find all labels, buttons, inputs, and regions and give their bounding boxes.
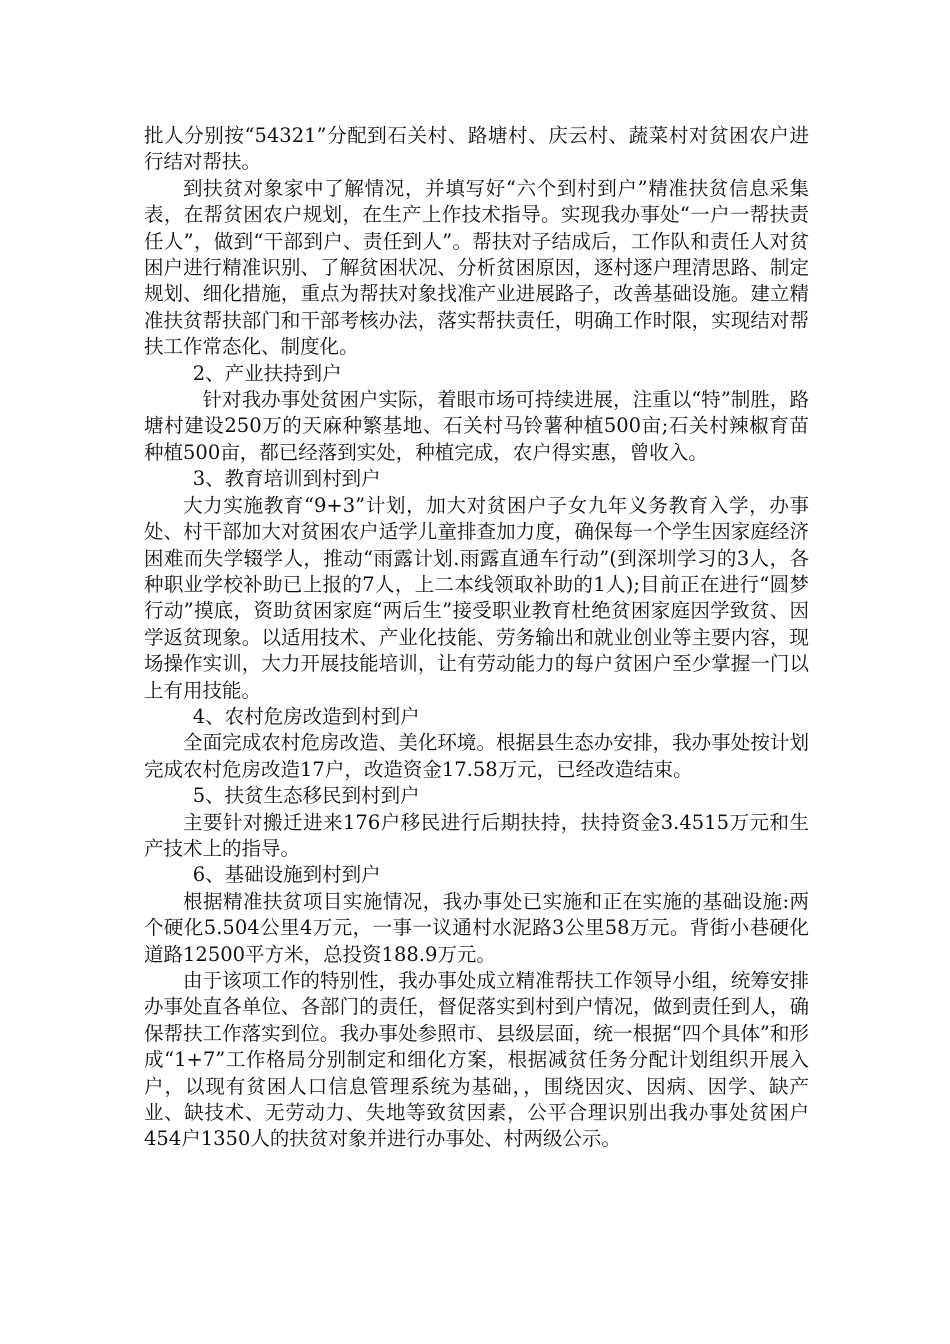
section-heading-relocation: 5、扶贫生态移民到村到户 [192,784,420,808]
paragraph-industry: 针对我办事处贫困户实际，着眼市场可持续进展，注重以“特”制胜，路塘村建设250万的天麻种繁基地、石关村马铃薯种植500亩;石关村辣椒育苗种植500亩，都已经落到实处，种植完成，农户得实惠，曾收入。 [144,388,809,464]
paragraph-visit-households: 到扶贫对象家中了解情况，并填写好“六个到村到户”精准扶贫信息采集表，在帮贫困农户规划，在生产上作技术指导。实现我办事处“一户一帮扶责任人”，做到“干部到户、责任到人”。帮扶对子结成后，工作队和责任人对贫困户进行精准识别、了解贫困状况、分析贫困原因，逐村逐户理清思路、制定规划、细化措施，重点为帮扶对象找准产业进展路子，改善基础设施。建立精准扶贫帮扶部门和干部考核办法，落实帮扶责任，明确工作时限，实现结对帮扶工作常态化、制度化。 [144,176,809,359]
section-heading-education: 3、教育培训到村到户 [192,467,381,491]
paragraph-housing: 全面完成农村危房改造、美化环境。根据县生态办安排，我办事处按计划完成农村危房改造17户，改造资金17.58万元，已经改造结束。 [144,731,809,781]
paragraph-leadership: 由于该项工作的特别性，我办事处成立精准帮扶工作领导小组，统筹安排办事处直各单位、各部门的责任，督促落实到村到户情况，做到责任到人，确保帮扶工作落实到位。我办事处参照市、县级层面，统一根据“四个具体”和形成“1+7”工作格局分别制定和细化方案，根据减贫任务分配计划组织开展入户，以现有贫困人口信息管理系统为基础，，围绕因灾、因病、因学、缺产业、缺技术、无劳动力、失地等致贫因素，公平合理识别出我办事处贫困户454户1350人的扶贫对象并进行办事处、村两级公示。 [144,969,809,1151]
section-heading-housing: 4、农村危房改造到村到户 [192,704,420,728]
document-body [144,123,809,1153]
section-heading-infrastructure: 6、基础设施到村到户 [192,863,381,887]
paragraph-education: 大力实施教育“9+3”计划，加大对贫困户子女九年义务教育入学，办事处、村干部加大对贫困农户适学儿童排查加力度，确保每一个学生因家庭经济困难而失学辍学人，推动“雨露计划.雨露直通车行动”(到深圳学习的3人，各种职业学校补助已上报的7人，上二本线领取补助的1人);目前正在进行“圆梦行动”摸底，资助贫困家庭“两后生”接受职业教育杜绝贫困家庭因学致贫、因学返贫现象。以适用技术、产业化技能、劳务输出和就业创业等主要内容，现场操作实训，大力开展技能培训，让有劳动能力的每户贫困户至少掌握一门以上有用技能。 [144,493,809,702]
section-heading-industry: 2、产业扶持到户 [192,361,342,385]
paragraph-continuation: 批人分别按“54321”分配到石关村、路塘村、庆云村、蔬菜村对贫困农户进行结对帮扶。 [144,124,809,174]
paragraph-relocation: 主要针对搬迁进来176户移民进行后期扶持，扶持资金3.4515万元和生产技术上的指导。 [144,810,809,860]
paragraph-infrastructure: 根据精准扶贫项目实施情况，我办事处已实施和正在实施的基础设施:两个硬化5.504公里4万元，一事一议通村水泥路3公里58万元。背街小巷硬化道路12500平方米，总投资188.9万元。 [144,889,809,966]
